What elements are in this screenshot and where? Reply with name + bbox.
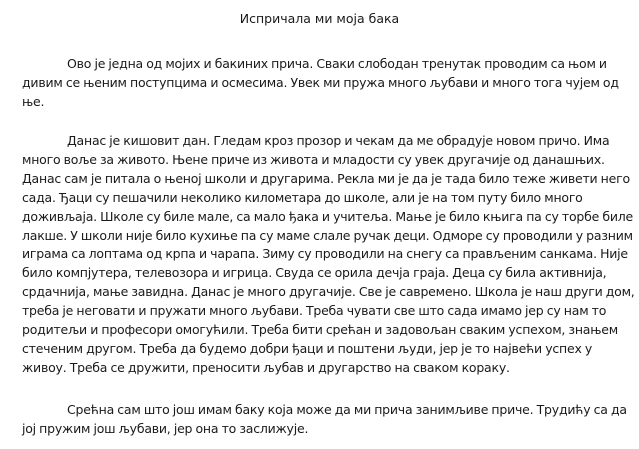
paragraph-1 bbox=[22, 55, 622, 112]
paragraph-line: родитељи и професори омогућили. Треба бити срећан и задовољан сваким успехом, знањем bbox=[22, 322, 618, 338]
paragraph-line: дивим се њеним поступцима и осмесима. Увек ми пружа много љубави и много тога чујем од bbox=[22, 74, 619, 90]
paragraph-line: ње. bbox=[22, 93, 45, 109]
paragraph-line: доживљаја. Школе су биле мале, са мало ђака и учитеља. Мање је било књига па су торбе биле bbox=[22, 208, 633, 224]
paragraph-line: сада. Ђаци су пешачили неколико километара до школе, али је на том путу било много bbox=[22, 189, 583, 205]
paragraph-line: много воље за живото. Њене приче из живота и младости су увек другачије од данашњих. bbox=[22, 151, 605, 167]
paragraph-line: играма са лоптама од крпа и чарапа. Зиму су проводили на снегу са прављеним санкама. Није bbox=[22, 246, 628, 262]
paragraph-line: стеченим другом. Треба да будемо добри ђаци и поштени људи, јер је то највећи успех у bbox=[22, 340, 593, 356]
document-title: Испричала ми моја бака bbox=[239, 11, 400, 26]
paragraph-line: Срећна сам што још имам баку која може да ми прича занимљиве приче. Трудићу са да bbox=[67, 402, 627, 417]
paragraph-line: живоу. Треба се дружити, преносити љубав и другарство на сваком кораку. bbox=[22, 359, 510, 375]
paragraph-line: срдачнија, мање завидна. Данас је много другачије. Све је савремено. Школа је наш други дом, bbox=[22, 284, 635, 300]
paragraph-line: Данас сам је питала о њеној школи и другарима. Рекла ми је да је тада било теже живети него bbox=[22, 170, 630, 186]
paragraph-line: лакше. У школи није било кухиње па су маме слале ручак деци. Одморе су проводили у разним bbox=[22, 227, 633, 243]
paragraph-line: Данас је кишовит дан. Гледам кроз прозор и чекам да ме обрадује новом причо. Има bbox=[67, 133, 610, 148]
paragraph-2 bbox=[22, 132, 635, 378]
paragraph-line: треба је неговати и пружати много љубави. Треба чувати све што сада имамо јер су нам то bbox=[22, 303, 607, 319]
paragraph-3 bbox=[22, 401, 627, 439]
paragraph-line: Ово је једна од мојих и бакиних прича. Сваки слободан тренутак проводим са њом и bbox=[67, 56, 607, 71]
paragraph-line: било компјутера, телевозора и игрица. Свуда се орила дечја граја. Деца су била активнија, bbox=[22, 265, 607, 281]
paragraph-line: јој пружим још љубави, јер она то заслижује. bbox=[22, 420, 309, 436]
